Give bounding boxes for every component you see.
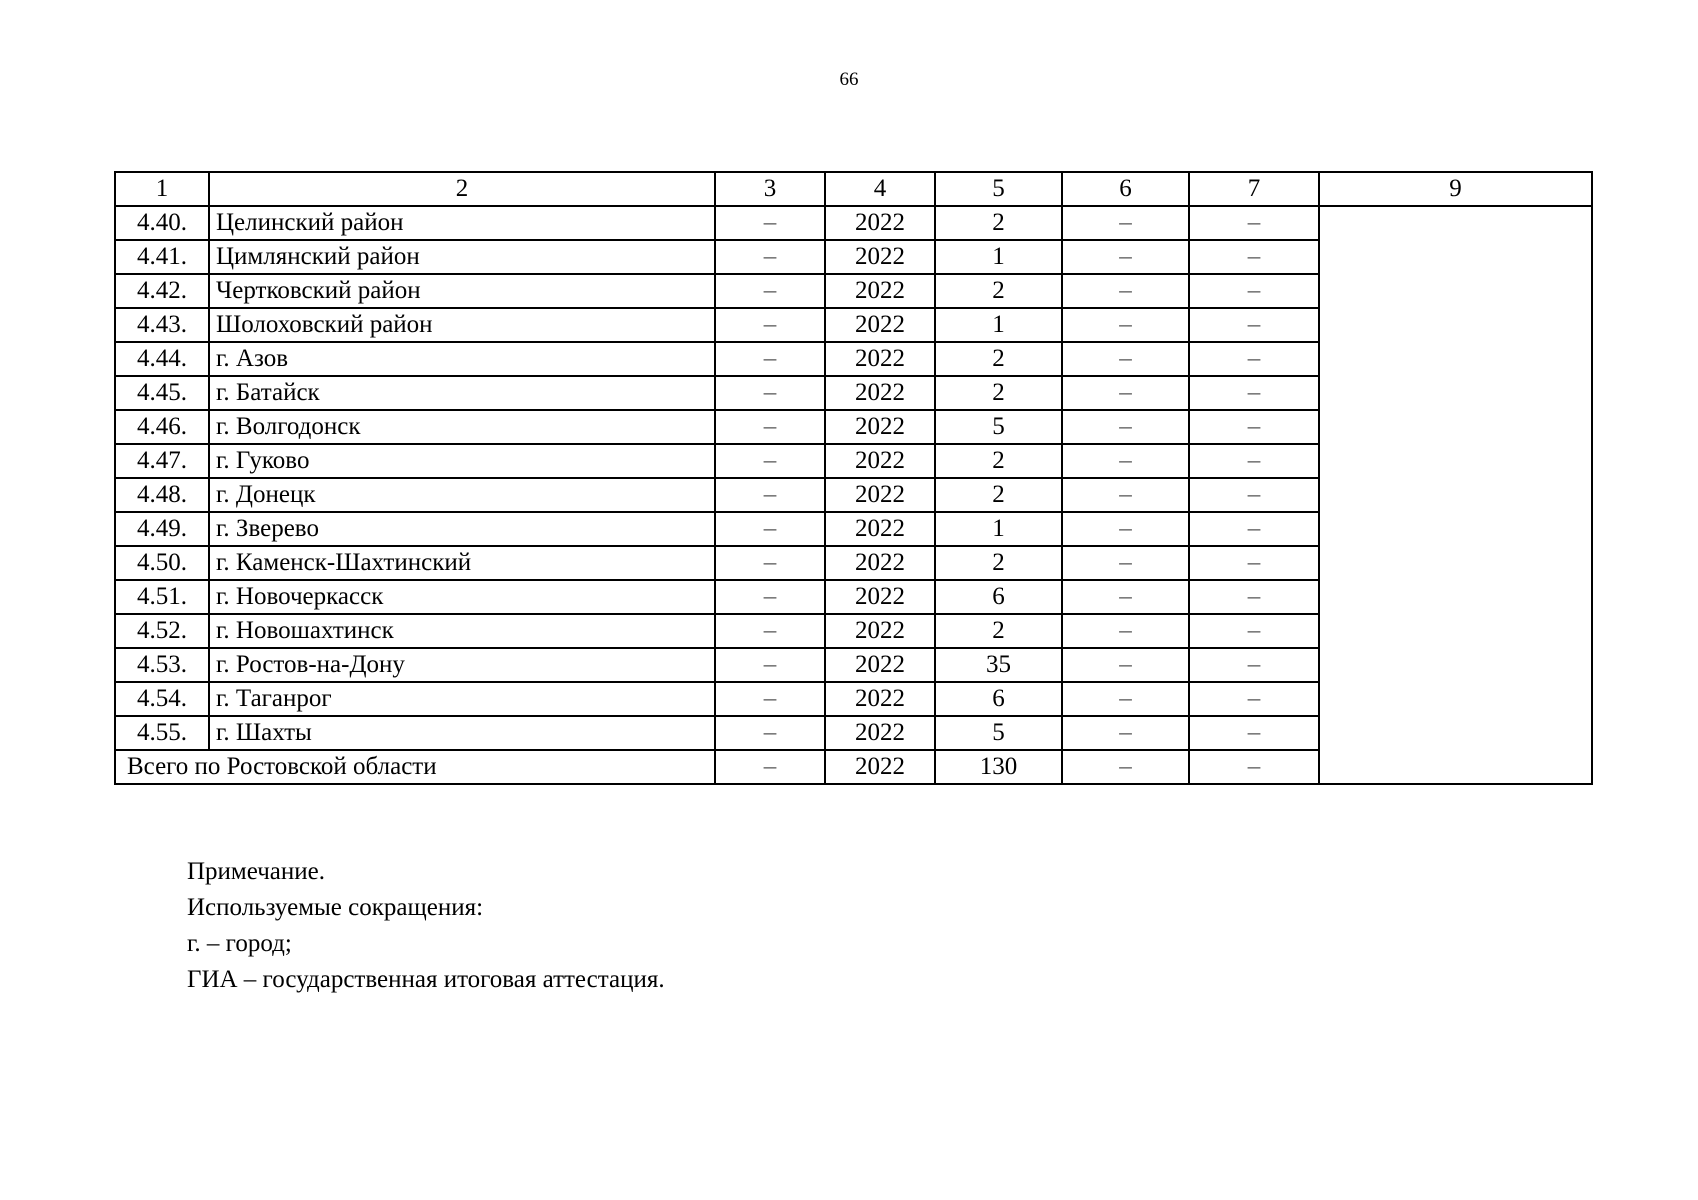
territory-name: г. Донецк	[209, 478, 715, 512]
row-number: 4.50.	[115, 546, 209, 580]
total-year-value: 2022	[825, 750, 935, 784]
year-value: 2022	[825, 444, 935, 478]
total-col-3-value: –	[715, 750, 825, 784]
row-number: 4.53.	[115, 648, 209, 682]
year-value: 2022	[825, 478, 935, 512]
territory-name: г. Зверево	[209, 512, 715, 546]
row-number: 4.52.	[115, 614, 209, 648]
year-value: 2022	[825, 206, 935, 240]
year-value: 2022	[825, 716, 935, 750]
total-col-6-value: –	[1062, 750, 1189, 784]
year-value: 2022	[825, 410, 935, 444]
col-7-value: –	[1189, 546, 1319, 580]
total-count-value: 130	[935, 750, 1062, 784]
col-3-value: –	[715, 682, 825, 716]
year-value: 2022	[825, 274, 935, 308]
column-header-1: 1	[115, 172, 209, 206]
count-value: 1	[935, 240, 1062, 274]
column-header-6: 6	[1062, 172, 1189, 206]
count-value: 35	[935, 648, 1062, 682]
count-value: 2	[935, 206, 1062, 240]
territory-name: Целинский район	[209, 206, 715, 240]
col-3-value: –	[715, 240, 825, 274]
column-header-5: 5	[935, 172, 1062, 206]
col-7-value: –	[1189, 512, 1319, 546]
col-3-value: –	[715, 648, 825, 682]
territory-name: г. Шахты	[209, 716, 715, 750]
col-3-value: –	[715, 546, 825, 580]
year-value: 2022	[825, 580, 935, 614]
territory-name: г. Волгодонск	[209, 410, 715, 444]
count-value: 2	[935, 376, 1062, 410]
page-number: 66	[839, 69, 859, 90]
col-6-value: –	[1062, 274, 1189, 308]
territory-name: г. Ростов-на-Дону	[209, 648, 715, 682]
col-6-value: –	[1062, 376, 1189, 410]
count-value: 5	[935, 410, 1062, 444]
data-table	[114, 171, 1593, 785]
row-number: 4.42.	[115, 274, 209, 308]
table-row	[115, 206, 1592, 240]
col-6-value: –	[1062, 206, 1189, 240]
territory-name: Чертковский район	[209, 274, 715, 308]
territory-name: г. Каменск-Шахтинский	[209, 546, 715, 580]
col-7-value: –	[1189, 682, 1319, 716]
year-value: 2022	[825, 512, 935, 546]
count-value: 6	[935, 580, 1062, 614]
col-7-value: –	[1189, 376, 1319, 410]
count-value: 2	[935, 274, 1062, 308]
year-value: 2022	[825, 342, 935, 376]
note-line: ГИА – государственная итоговая аттестация.	[187, 966, 665, 993]
col-6-value: –	[1062, 240, 1189, 274]
row-number: 4.44.	[115, 342, 209, 376]
col-6-value: –	[1062, 478, 1189, 512]
territory-name: г. Батайск	[209, 376, 715, 410]
col-3-value: –	[715, 444, 825, 478]
col-6-value: –	[1062, 512, 1189, 546]
col-3-value: –	[715, 580, 825, 614]
col-3-value: –	[715, 342, 825, 376]
year-value: 2022	[825, 546, 935, 580]
col-3-value: –	[715, 410, 825, 444]
column-header-7: 7	[1189, 172, 1319, 206]
col-7-value: –	[1189, 648, 1319, 682]
total-col-7-value: –	[1189, 750, 1319, 784]
note-line: г. – город;	[187, 930, 292, 957]
col-6-value: –	[1062, 444, 1189, 478]
count-value: 1	[935, 512, 1062, 546]
row-number: 4.54.	[115, 682, 209, 716]
col-3-value: –	[715, 308, 825, 342]
territory-name: Шолоховский район	[209, 308, 715, 342]
row-number: 4.55.	[115, 716, 209, 750]
count-value: 2	[935, 444, 1062, 478]
note-block	[187, 854, 665, 998]
row-number: 4.40.	[115, 206, 209, 240]
column-header-3: 3	[715, 172, 825, 206]
col-7-value: –	[1189, 308, 1319, 342]
count-value: 2	[935, 614, 1062, 648]
col-3-value: –	[715, 614, 825, 648]
col-7-value: –	[1189, 240, 1319, 274]
table-header-row	[115, 172, 1592, 206]
col-3-value: –	[715, 376, 825, 410]
col-7-value: –	[1189, 274, 1319, 308]
row-number: 4.48.	[115, 478, 209, 512]
col-6-value: –	[1062, 648, 1189, 682]
year-value: 2022	[825, 614, 935, 648]
col-3-value: –	[715, 512, 825, 546]
column-header-2: 2	[209, 172, 715, 206]
row-number: 4.49.	[115, 512, 209, 546]
row-number: 4.47.	[115, 444, 209, 478]
col-3-value: –	[715, 478, 825, 512]
col-7-value: –	[1189, 614, 1319, 648]
count-value: 1	[935, 308, 1062, 342]
col-7-value: –	[1189, 342, 1319, 376]
count-value: 2	[935, 478, 1062, 512]
row-number: 4.45.	[115, 376, 209, 410]
count-value: 2	[935, 546, 1062, 580]
total-label: Всего по Ростовской области	[115, 750, 715, 784]
col-7-value: –	[1189, 410, 1319, 444]
col-6-value: –	[1062, 682, 1189, 716]
row-number: 4.51.	[115, 580, 209, 614]
column-header-4: 4	[825, 172, 935, 206]
year-value: 2022	[825, 376, 935, 410]
note-line: Используемые сокращения:	[187, 894, 484, 921]
col-6-value: –	[1062, 308, 1189, 342]
col-7-value: –	[1189, 716, 1319, 750]
territory-name: г. Новошахтинск	[209, 614, 715, 648]
col-6-value: –	[1062, 342, 1189, 376]
col-6-value: –	[1062, 614, 1189, 648]
count-value: 6	[935, 682, 1062, 716]
note-title: Примечание.	[187, 858, 326, 885]
col-3-value: –	[715, 274, 825, 308]
year-value: 2022	[825, 648, 935, 682]
column-header-9: 9	[1319, 172, 1592, 206]
territory-name: г. Гуково	[209, 444, 715, 478]
col-6-value: –	[1062, 410, 1189, 444]
col-6-value: –	[1062, 546, 1189, 580]
territory-name: г. Азов	[209, 342, 715, 376]
col-3-value: –	[715, 716, 825, 750]
year-value: 2022	[825, 240, 935, 274]
col-7-value: –	[1189, 580, 1319, 614]
count-value: 5	[935, 716, 1062, 750]
col-7-value: –	[1189, 206, 1319, 240]
col-6-value: –	[1062, 716, 1189, 750]
year-value: 2022	[825, 308, 935, 342]
row-number: 4.41.	[115, 240, 209, 274]
territory-name: г. Новочеркасск	[209, 580, 715, 614]
row-number: 4.43.	[115, 308, 209, 342]
count-value: 2	[935, 342, 1062, 376]
territory-name: г. Таганрог	[209, 682, 715, 716]
col-7-value: –	[1189, 444, 1319, 478]
year-value: 2022	[825, 682, 935, 716]
col-3-value: –	[715, 206, 825, 240]
col-6-value: –	[1062, 580, 1189, 614]
col-9-merged-cell	[1319, 206, 1592, 784]
row-number: 4.46.	[115, 410, 209, 444]
territory-name: Цимлянский район	[209, 240, 715, 274]
col-7-value: –	[1189, 478, 1319, 512]
